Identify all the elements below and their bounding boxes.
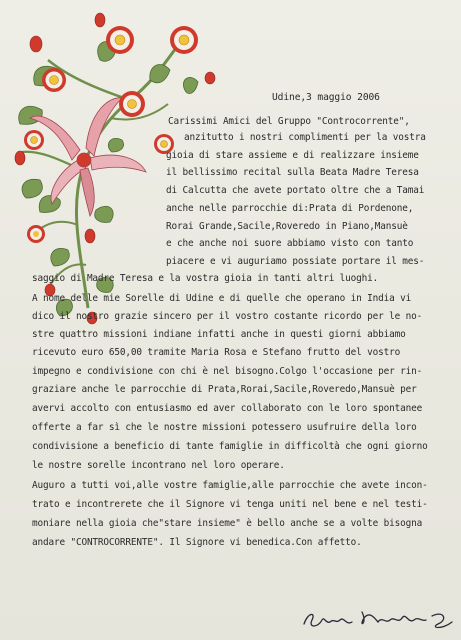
letter-line: avervi accolto con entusiasmo ed aver collaborato con le loro spontanee bbox=[32, 403, 423, 414]
letter-line: offerte a far sì che le nostre missioni potessero usufruire della loro bbox=[32, 422, 417, 433]
letter-line: il bellissimo recital sulla Beata Madre Teresa bbox=[166, 167, 419, 178]
letter-line: anche nelle parrocchie di:Prata di Pordenone, bbox=[166, 203, 414, 214]
letter-line: Auguro a tutti voi,alle vostre famiglie,alle parrocchie che avete incon- bbox=[32, 480, 428, 491]
letter-line: trato e incontrerete che il Signore vi tenga uniti nel bene e nel testi- bbox=[32, 499, 428, 510]
letter-line: gioia di stare assieme e di realizzare insieme bbox=[166, 150, 419, 161]
letter-line: condivisione a beneficio di tante famiglie in difficoltà che ogni giorno bbox=[32, 441, 428, 452]
letter-line: saggio di Madre Teresa e la vostra gioia in tanti altri luoghi. bbox=[32, 273, 379, 284]
letter-line: piacere e vi auguriamo possiate portare il mes- bbox=[166, 256, 425, 267]
letter-line: stre quattro missioni indiane infatti anche in questi giorni abbiamo bbox=[32, 329, 406, 340]
letter-line: di Calcutta che avete portato oltre che a Tamai bbox=[166, 185, 425, 196]
letter-line: Rorai Grande,Sacile,Roveredo in Piano,Mansuè bbox=[166, 221, 408, 232]
handwritten-signature bbox=[298, 606, 458, 632]
letter-line: dico il nostro grazie sincero per il vostro costante ricordo per le no- bbox=[32, 311, 423, 322]
letter-line: moniare nella gioia che"stare insieme" è bello anche se a volte bisogna bbox=[32, 518, 423, 529]
letter-line: impegno e condivisione con chi è nel bisogno.Colgo l'occasione per rin- bbox=[32, 366, 423, 377]
letter-line: ricevuto euro 650,00 tramite Maria Rosa e Stefano frutto del vostro bbox=[32, 347, 401, 358]
letter-greeting: Carissimi Amici del Gruppo "Controcorrente", bbox=[168, 116, 410, 127]
letter-line: anzitutto i nostri complimenti per la vostra bbox=[184, 132, 426, 143]
letter-line: graziare anche le parrocchie di Prata,Rorai,Sacile,Roveredo,Mansuè per bbox=[32, 384, 417, 395]
letter-line: e che anche noi suore abbiamo visto con tanto bbox=[166, 238, 414, 249]
letter-line: A nome delle mie Sorelle di Udine e di quelle che operano in India vi bbox=[32, 293, 412, 304]
letter-line: andare "CONTROCORRENTE". Il Signore vi benedica.Con affetto. bbox=[32, 537, 362, 548]
letter-line: le nostre sorelle incontrano nel loro operare. bbox=[32, 460, 285, 471]
letter-date: Udine,3 maggio 2006 bbox=[272, 92, 380, 103]
